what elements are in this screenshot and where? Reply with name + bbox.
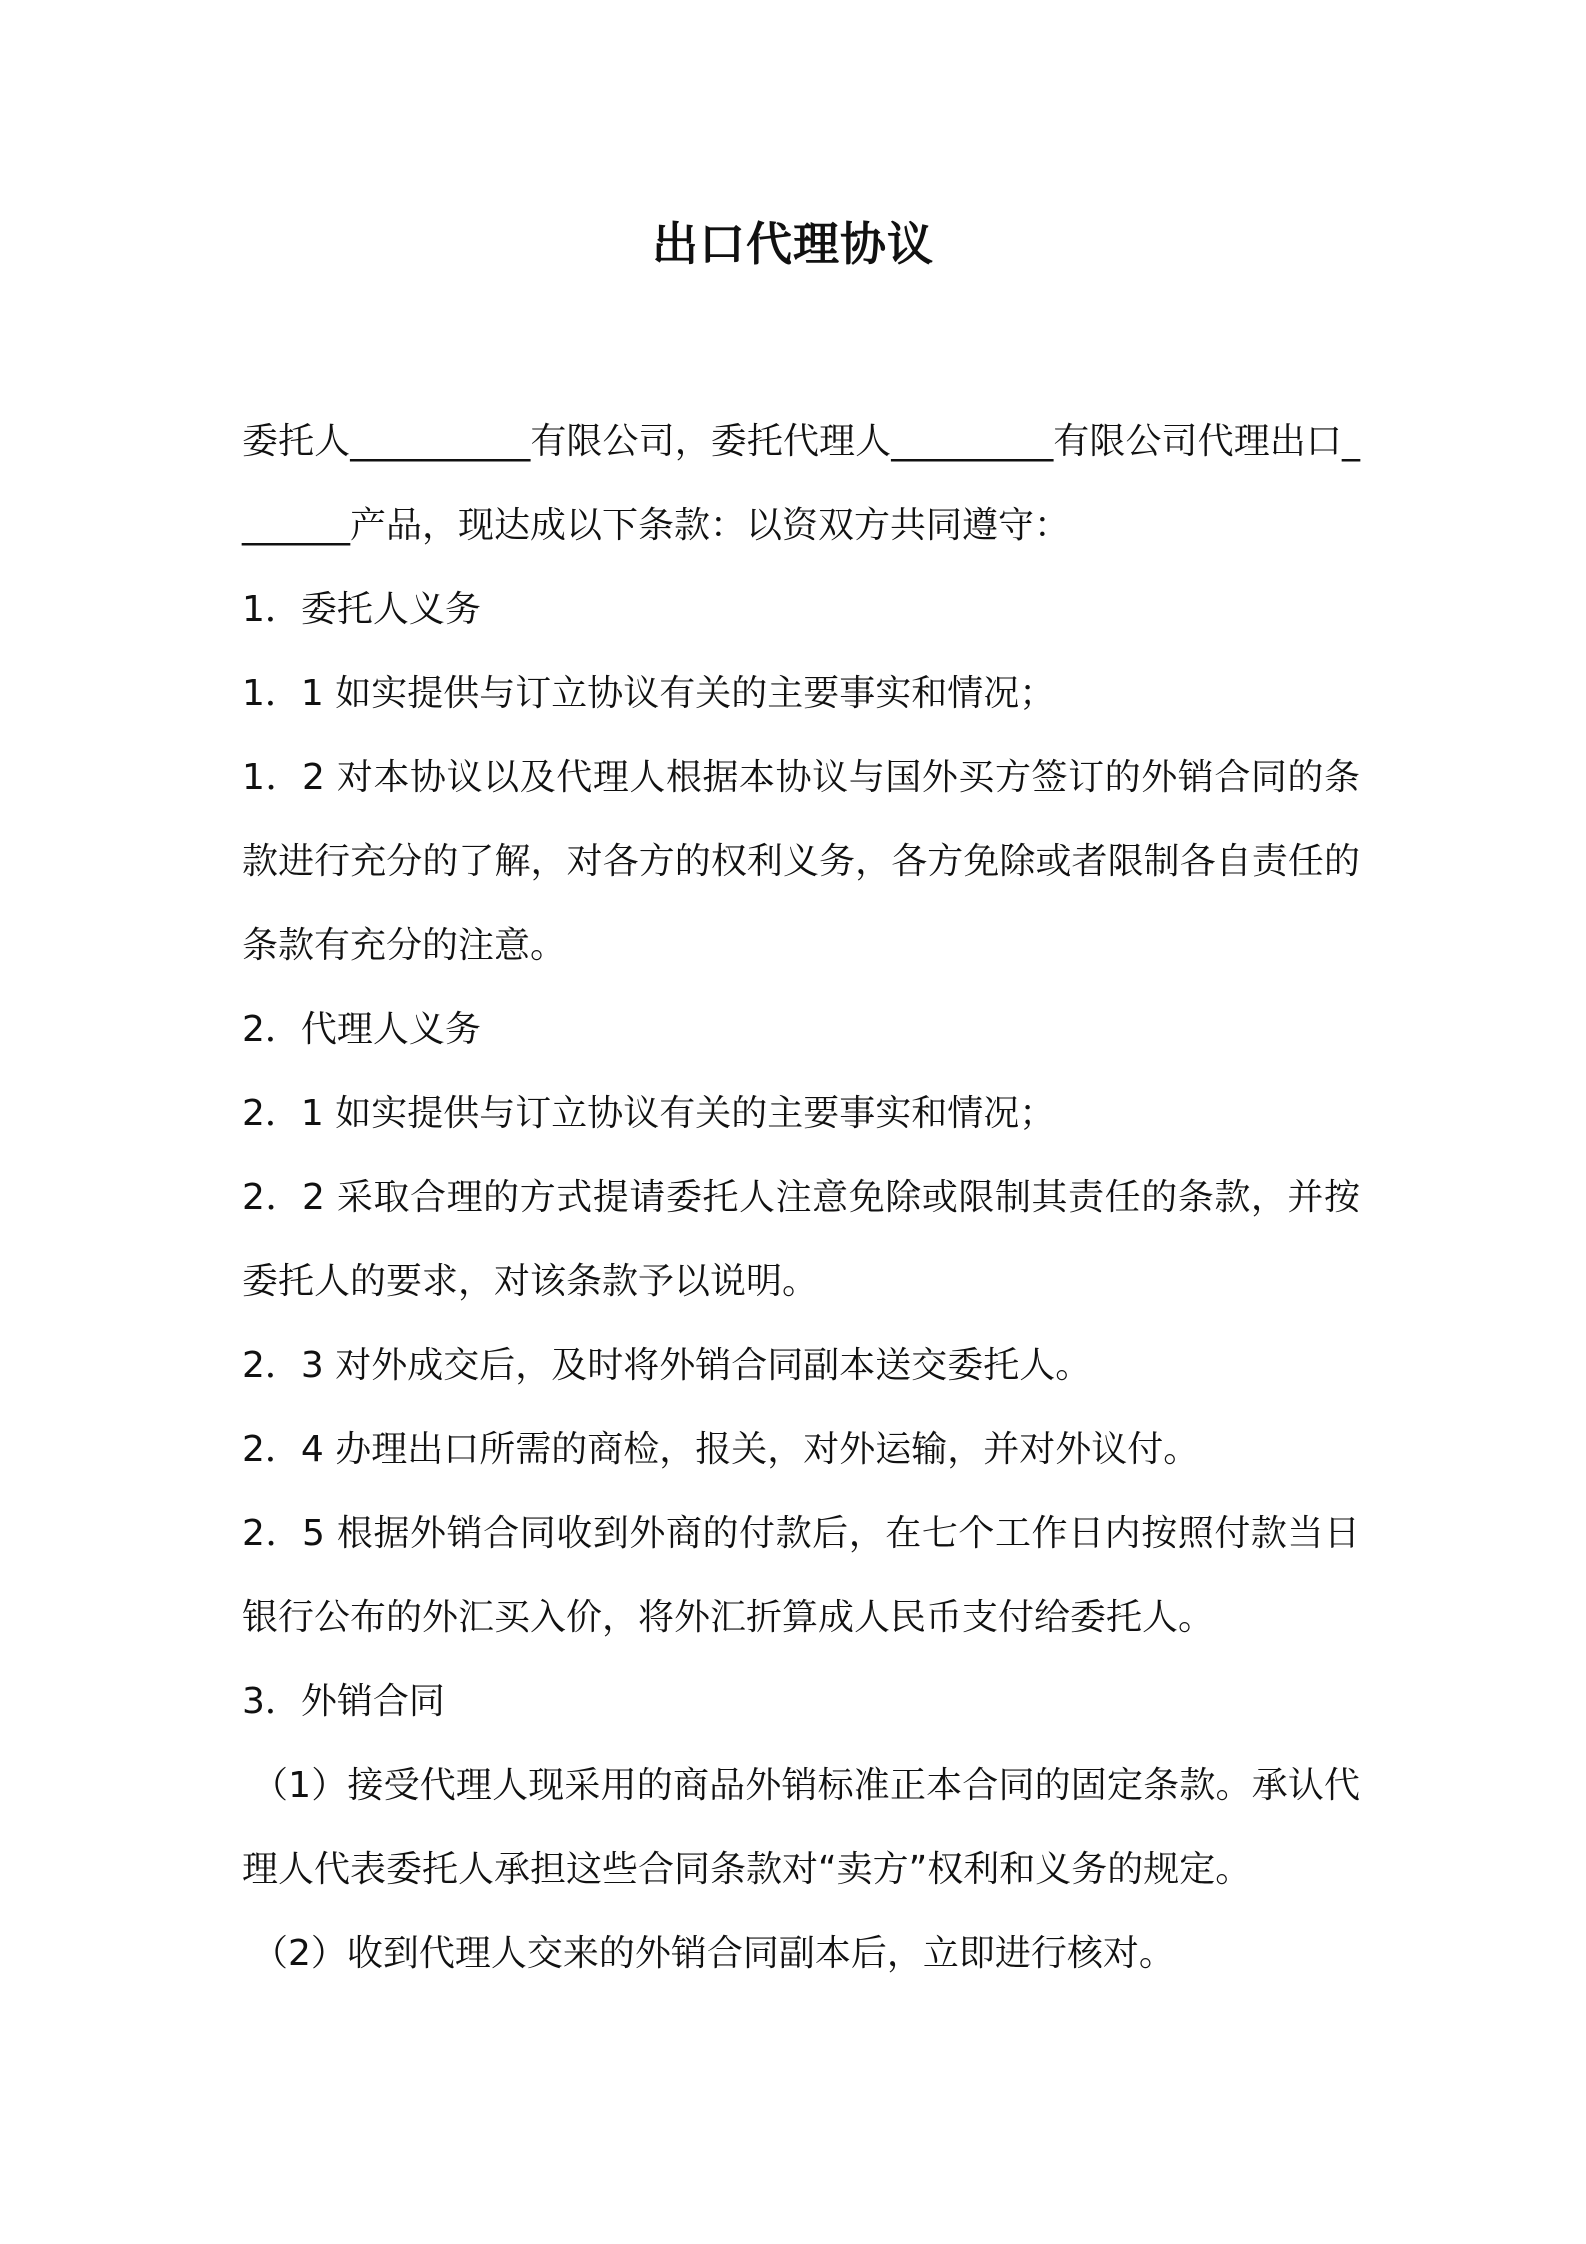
section-2-heading: 2．代理人义务 <box>242 1009 481 1050</box>
document-title: 出口代理协议 <box>652 217 934 271</box>
clause-1-1: 1．1 如实提供与订立协议有关的主要事实和情况； <box>242 673 1056 714</box>
clause-3-2: （2）收到代理人交来的外销合同副本后，立即进行核对。 <box>252 1933 1175 1974</box>
clause-2-1: 2．1 如实提供与订立协议有关的主要事实和情况； <box>242 1093 1056 1134</box>
clause-2-4: 2．4 办理出口所需的商检，报关，对外运输，并对外议付。 <box>242 1429 1200 1470</box>
section-3-heading: 3．外销合同 <box>242 1681 445 1722</box>
section-1-heading: 1．委托人义务 <box>242 589 481 630</box>
clause-2-2: 2．2 采取合理的方式提请委托人注意免除或限制其责任的条款，并按委托人的要求，对该条款予以说明。 <box>242 1177 1360 1302</box>
document-body <box>242 400 1360 1996</box>
clause-3-1: （1）接受代理人现采用的商品外销标准正本合同的固定条款。承认代理人代表委托人承担这些合同条款对“卖方”权利和义务的规定。 <box>242 1765 1360 1890</box>
intro-paragraph: 委托人__________有限公司，委托代理人_________有限公司代理出口_______产品，现达成以下条款：以资双方共同遵守： <box>242 421 1360 546</box>
clause-2-5: 2．5 根据外销合同收到外商的付款后，在七个工作日内按照付款当日银行公布的外汇买入价，将外汇折算成人民币支付给委托人。 <box>242 1513 1360 1638</box>
clause-2-3: 2．3 对外成交后，及时将外销合同副本送交委托人。 <box>242 1345 1092 1386</box>
clause-1-2: 1．2 对本协议以及代理人根据本协议与国外买方签订的外销合同的条款进行充分的了解，对各方的权利义务，各方免除或者限制各自责任的条款有充分的注意。 <box>242 757 1360 966</box>
